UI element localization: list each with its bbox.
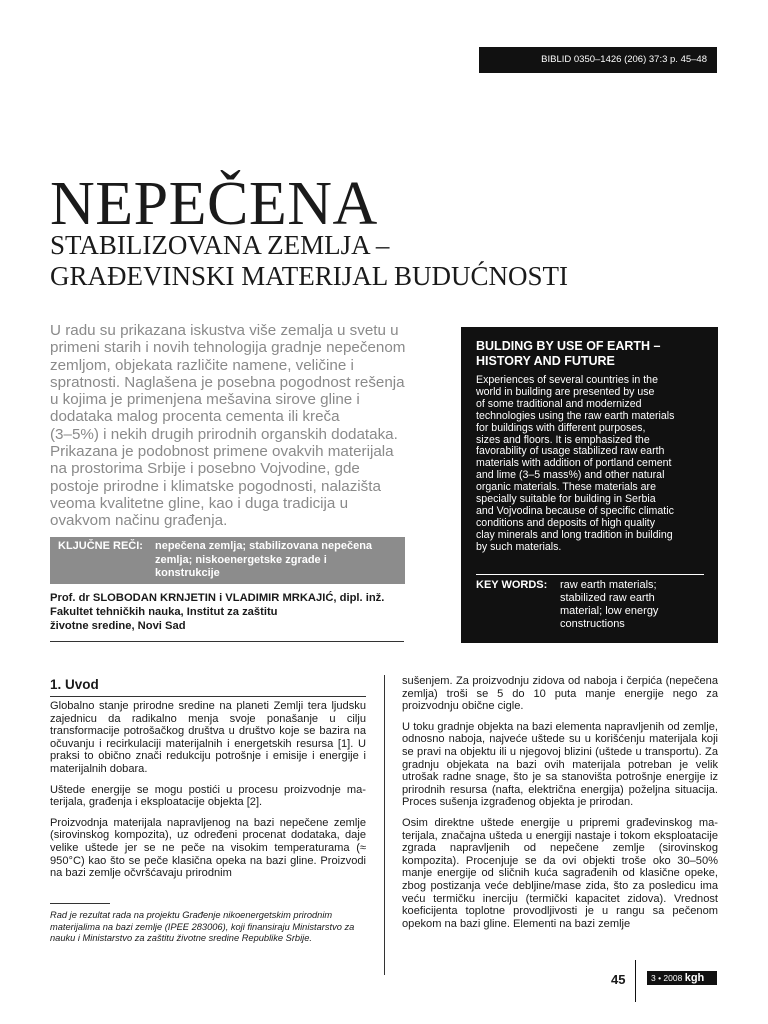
section-heading: 1. Uvod	[50, 677, 99, 692]
abstract-line: (3–5%) i nekih drugih prirodnih organskih dodataka.	[50, 425, 398, 443]
abstract-line: spratnosti. Naglašena je posebna pogodnost rešenja	[50, 373, 405, 391]
subtitle-line: STABILIZOVANA ZEMLJA –	[50, 230, 390, 260]
paragraph: Proizvodnja materijala napravljenog na bazi nepečene zemlje (sirovinskog kompozita), uz određeni procenat dodataka, daje velike uštede jer se ne peče na visokim temperaturama (≈ 950°C) kao što se peče klasična opeka na bazi gline. Proizvodi na bazi zemlje očvršćavaju prirodnim	[50, 816, 366, 880]
english-line: conditions and deposits of high quality	[476, 516, 656, 529]
english-keywords-label: KEY WORDS:	[476, 579, 548, 591]
author-affiliation: životne sredine, Novi Sad	[50, 620, 186, 632]
abstract-line: ovakvom načinu građenja.	[50, 512, 228, 530]
journal-name: kgh	[684, 972, 705, 984]
article-title: NEPEČENA	[50, 170, 378, 238]
english-line: sizes and floors. It is emphasized the	[476, 433, 650, 446]
abstract-line: U radu su prikazana iskustva više zemalja u svetu u	[50, 322, 399, 339]
english-abstract-box	[461, 327, 718, 643]
english-keywords-line: constructions	[560, 618, 625, 630]
keywords-sr-line: konstrukcije	[155, 567, 220, 579]
english-line: world in building are presented by use	[476, 385, 655, 398]
abstract-line: primeni starih i novih tehnologija gradnje nepečenom	[50, 339, 406, 357]
keywords-sr-line: zemlja; niskoenergetske zgrade i	[155, 553, 327, 566]
footnote-divider	[50, 903, 110, 904]
article-subtitle	[50, 230, 568, 292]
abstract-sr	[50, 322, 438, 530]
english-line: favorability of usage stabilized raw earth	[476, 445, 665, 458]
english-keywords-line: raw earth materials;	[560, 579, 657, 591]
divider	[50, 641, 404, 642]
body-column-left	[50, 700, 366, 888]
divider	[476, 574, 704, 575]
biblid-bar	[479, 47, 717, 73]
paragraph: Globalno stanje prirodne sredine na planeti Zemlji tera ljudsku zajednicu da radikalno menja svoje ponašanje u cilju transformacije potrošačkog društva u društvo koje se bazira na očuvanju i recirkulaciji materijalnih i energetskih resursa [1]. U praksi to obično znači redukciju potrošnje i emisije i energije i materijalnih dobara.	[50, 700, 366, 775]
abstract-line: postoje prirodne i klimatske pogodnosti, nalazišta	[50, 477, 381, 495]
footer-divider	[635, 960, 636, 1002]
issue-badge	[647, 971, 717, 985]
column-divider	[384, 675, 385, 975]
abstract-line: veoma kvalitetne gline, kao i duga tradicija u	[50, 494, 349, 512]
english-keywords-line: material; low energy	[560, 605, 659, 617]
english-abstract	[476, 375, 712, 554]
keywords-sr-text	[155, 540, 400, 581]
english-line: for buildings with different purposes,	[476, 421, 646, 434]
english-line: Experiences of several countries in the	[476, 374, 658, 386]
page-number: 45	[611, 972, 626, 987]
abstract-line: dodataka malog procenta cementa ili kreča	[50, 408, 340, 426]
paragraph: Uštede energije se mogu postići u procesu proizvodnje materijala, građenja i eksploatacije objekta [2].	[50, 783, 366, 809]
issue-number: 3 • 2008	[651, 973, 683, 983]
biblid-text: BIBLID 0350–1426 (206) 37:3 p. 45–48	[541, 54, 707, 65]
english-line: of some traditional and modernized	[476, 397, 642, 410]
divider	[50, 696, 366, 697]
footnote: Rad je rezultat rada na projektu Građenje nikoenergetskim prirodnim materijalima na bazi zemlje (IPEE 283006), koji finansiraju Ministarstvo za nauku i Ministarstvo za zaštitu životne sredine Republike Srbije.	[50, 910, 355, 944]
abstract-line: u kojima je primenjena mešavina sirove gline i	[50, 391, 360, 409]
english-line: materials with addition of portland cement	[476, 457, 672, 470]
paragraph: U toku gradnje objekta na bazi elementa napravljenih od zemlje, odnosno naboja, najveće uštede su u korišćenju materijala koji se pravi na objektu ili u njegovoj blizini (uštede u transportu). Za gradnju objekata na bazi ovih materijala potreban je velik utrošak radne snage, što je sa stanovišta potrošnje energije iz prirodnih resursa (nafta, električna energija) poželjna situacija. Proces sušenja izgrađenog objekta je prirodan.	[402, 720, 718, 809]
author-block	[50, 591, 384, 633]
english-line: technologies using the raw earth materials	[476, 409, 675, 422]
english-line: clay minerals and long tradition in building	[476, 528, 673, 541]
english-title-line: HISTORY AND FUTURE	[476, 354, 615, 368]
abstract-line: Prikazana je podobnost primene ovakvih materijala	[50, 443, 394, 461]
english-line: organic materials. These materials are	[476, 481, 656, 494]
english-line: by such materials.	[476, 540, 562, 553]
english-title	[476, 339, 661, 369]
english-line: and Vojvodina because of specific climatic	[476, 504, 674, 517]
english-line: and lime (3–5 mass%) and other natural	[476, 469, 665, 482]
paragraph: Osim direktne uštede energije u pripremi građevinskog materijala, značajna ušteda u energiji nastaje i tokom eksploatacije zgrada napravljenih od nepečene zemlje (sirovinskog kompozita). Procenjuje se da ovi objekti troše oko 30–50% manje energije od sličnih kuća sagrađenih od klasične opeke, zbog postizanja veće debljine/mase zida, što za posledicu ima veću termičku inerciju (termički kapacitet zidova). Vrednost koeficijenta toplotne provodljivosti je u rangu sa pečenom opekom na bazi gline. Elementi na bazi zemlje	[402, 816, 718, 930]
english-keywords-text	[560, 579, 710, 631]
paragraph: sušenjem. Za proizvodnju zidova od naboja i čerpića (nepečena zemlja) troši se 5 do 10 puta manje energije nego za proizvodnju obične cigle.	[402, 675, 718, 713]
english-title-line: BULDING BY USE OF EARTH –	[476, 339, 661, 353]
keywords-sr-line: nepečena zemlja; stabilizovana nepečena	[155, 540, 373, 552]
english-line: specially suitable for building in Serbia	[476, 493, 656, 506]
english-keywords-line: stabilized raw earth	[560, 592, 655, 604]
author-names: Prof. dr SLOBODAN KRNJETIN i VLADIMIR MRKAJIĆ, dipl. inž.	[50, 592, 385, 604]
abstract-line: na prostorima Srbije i posebno Vojvodine, gde	[50, 460, 360, 478]
abstract-line: zemljom, objekata različite namene, veličine i	[50, 356, 354, 374]
body-column-right	[402, 675, 718, 938]
author-affiliation: Fakultet tehničkih nauka, Institut za zaštitu	[50, 606, 278, 618]
keywords-sr-box	[50, 537, 405, 584]
subtitle-line: GRAĐEVINSKI MATERIJAL BUDUĆNOSTI	[50, 261, 568, 291]
keywords-sr-label: KLJUČNE REČI:	[58, 540, 143, 552]
